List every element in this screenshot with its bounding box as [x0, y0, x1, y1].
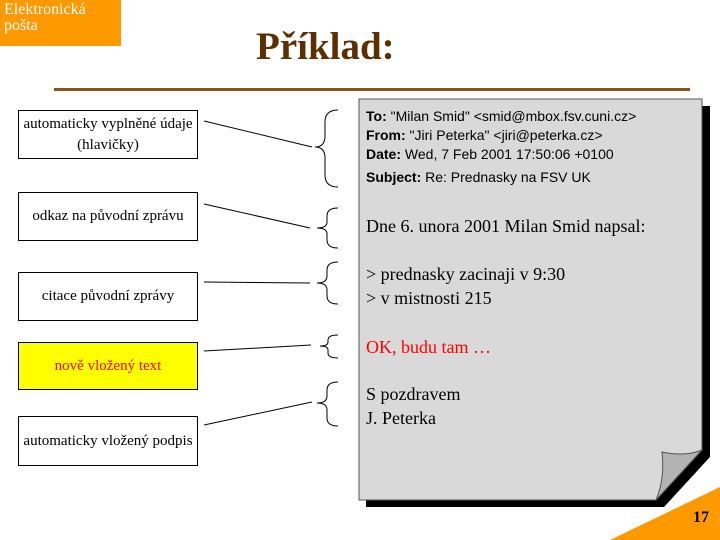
- email-date: [366, 146, 614, 163]
- email-from: [366, 127, 603, 144]
- email-signature-line-2: J. Peterka: [366, 408, 436, 428]
- brace-new-text: [320, 335, 338, 358]
- connector-signature: [204, 402, 312, 425]
- brace-reference: [317, 208, 338, 248]
- brace-headers: [315, 110, 338, 187]
- email-new-text: OK, budu tam …: [366, 337, 491, 357]
- brace-quote: [317, 262, 338, 304]
- email-from-value: "Jiri Peterka" <jiri@peterka.cz>: [405, 127, 603, 143]
- brace-signature: [317, 382, 338, 426]
- email-to-label: To:: [366, 108, 387, 124]
- email-date-value: Wed, 7 Feb 2001 17:50:06 +0100: [401, 146, 614, 162]
- connector-headers: [204, 121, 312, 147]
- connector-reference: [204, 204, 310, 228]
- page-title: Příklad:: [256, 25, 395, 68]
- email-subject-label: Subject:: [366, 169, 422, 185]
- label-headers-text: automaticky vyplněné údaje (hlavičky): [23, 115, 193, 153]
- email-subject: [366, 169, 591, 186]
- email-reference-line: Dne 6. unora 2001 Milan Smid napsal:: [366, 216, 646, 236]
- section-tag-line-2: pošta: [4, 17, 38, 34]
- email-quote-line-2: > v mistnosti 215: [366, 288, 492, 308]
- email-quote-line-1: > prednasky zacinaji v 9:30: [366, 264, 566, 284]
- email-subject-value: Re: Prednasky na FSV UK: [421, 169, 591, 185]
- section-tag-line-1: Elektronická: [4, 1, 86, 18]
- label-signature-text: automaticky vložený podpis: [23, 432, 193, 449]
- label-new-text-text: nově vložený text: [54, 357, 162, 374]
- email-to-value: "Milan Smid" <smid@mbox.fsv.cuni.cz>: [386, 108, 637, 124]
- connector-quote: [204, 282, 310, 283]
- page-number: 17: [693, 509, 709, 526]
- email-to: [366, 108, 636, 125]
- label-reference-text: odkaz na původní zprávu: [32, 208, 184, 224]
- connector-new-text: [204, 345, 311, 351]
- email-date-label: Date:: [366, 146, 402, 162]
- email-from-label: From:: [366, 127, 406, 143]
- email-signature-line-1: S pozdravem: [366, 384, 461, 404]
- label-quote-text: citace původní zprávy: [41, 288, 175, 304]
